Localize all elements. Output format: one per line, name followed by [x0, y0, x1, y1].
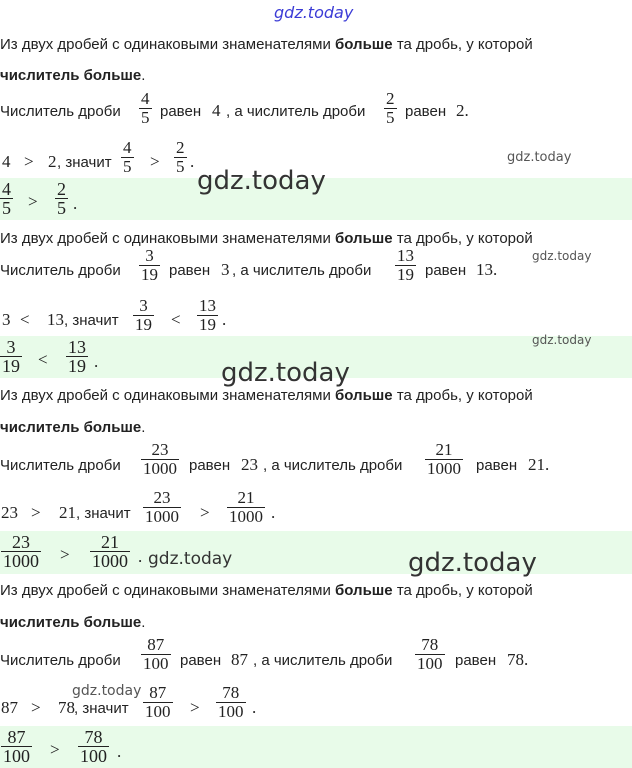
period: . [252, 698, 257, 717]
fraction [384, 90, 397, 127]
period: . [271, 503, 276, 522]
compare-word: , значит [64, 312, 119, 329]
numerator-text-b: равен [169, 262, 211, 279]
fraction-numerator: 4 [123, 138, 132, 157]
fraction-numerator: 3 [145, 246, 154, 265]
compare-a: 23 [1, 503, 18, 522]
numerator-text-d: равен [425, 262, 467, 279]
fraction-numerator: 78 [84, 727, 103, 747]
rule-text-bold-2: числитель больше [0, 67, 142, 84]
fraction-numerator: 2 [57, 179, 66, 199]
fraction-numerator: 87 [149, 683, 167, 702]
fraction [143, 684, 173, 721]
fraction-denominator: 100 [80, 746, 107, 766]
fraction-denominator: 19 [141, 265, 158, 284]
fraction-denominator: 100 [143, 654, 169, 673]
fraction-numerator: 3 [6, 337, 16, 357]
answer-fraction [90, 533, 130, 570]
value: 13. [476, 260, 498, 279]
value: 3 [221, 260, 230, 279]
value: 2. [456, 101, 469, 120]
watermark: gdz.today [148, 549, 233, 569]
period: . [117, 742, 122, 761]
rule-line-1 [0, 387, 533, 404]
period: . [190, 152, 195, 171]
watermark: gdz.today [408, 548, 537, 578]
watermark-top: gdz.today [274, 3, 354, 22]
fraction-numerator: 21 [435, 440, 453, 459]
fraction-numerator: 3 [139, 296, 148, 315]
compare-op: > [200, 503, 210, 522]
fraction-numerator: 78 [421, 635, 439, 654]
fraction [415, 636, 445, 673]
fraction [425, 441, 463, 478]
rule-text-bold: больше [335, 582, 393, 599]
period: . [73, 194, 78, 213]
rule-text-c: та дробь, у которой [396, 582, 533, 599]
numerator-text-c: , а числитель дроби [226, 103, 366, 120]
rule-text-period: . [141, 419, 146, 436]
numerator-text-b: равен [180, 652, 222, 669]
rule-text-c: та дробь, у которой [396, 230, 533, 247]
rule-line-2 [0, 614, 145, 631]
answer-fraction [0, 338, 22, 375]
numerator-text-b: равен [189, 457, 231, 474]
fraction-numerator: 13 [199, 296, 216, 315]
answer-fraction [1, 728, 32, 765]
fraction-denominator: 5 [386, 108, 395, 127]
numerator-text-a: Числитель дроби [0, 652, 121, 669]
fraction-denominator: 1000 [143, 459, 177, 478]
fraction-numerator: 13 [68, 337, 86, 357]
fraction-numerator: 23 [153, 488, 171, 507]
rule-text-period: . [141, 67, 146, 84]
fraction-numerator: 2 [386, 89, 395, 108]
rule-text-c: та дробь, у которой [396, 387, 533, 404]
fraction-denominator: 1000 [3, 551, 39, 571]
answer-op: > [50, 740, 60, 759]
rule-text-a: Из двух дробей с одинаковыми знаменателями [0, 230, 331, 247]
fraction [143, 489, 181, 526]
numerator-text-d: равен [455, 652, 497, 669]
answer-fraction [78, 728, 109, 765]
fraction [227, 489, 265, 526]
rule-text-bold-2: числитель больше [0, 614, 142, 631]
fraction-denominator: 19 [2, 356, 20, 376]
fraction-denominator: 1000 [427, 459, 461, 478]
numerator-text-c: , а числитель дроби [232, 262, 372, 279]
compare-word: , значит [57, 154, 112, 171]
watermark: gdz.today [532, 249, 592, 263]
rule-text-bold-2: числитель больше [0, 419, 142, 436]
fraction [197, 297, 218, 334]
compare-b: 78 [58, 698, 75, 717]
fraction [216, 684, 246, 721]
rule-text-period: . [141, 614, 146, 631]
rule-text-bold: больше [335, 36, 393, 53]
numerator-text-d: равен [476, 457, 518, 474]
watermark: gdz.today [532, 333, 592, 347]
compare-op: < [171, 310, 181, 329]
numerator-text-d: равен [405, 103, 447, 120]
fraction-numerator: 2 [176, 138, 185, 157]
period: . [138, 547, 143, 566]
rule-text-a: Из двух дробей с одинаковыми знаменателями [0, 36, 331, 53]
fraction [121, 139, 134, 176]
numerator-text-b: равен [160, 103, 202, 120]
compare-b: 13 [47, 310, 64, 329]
value: 78. [507, 650, 529, 669]
answer-fraction [66, 338, 88, 375]
compare-b: 21 [59, 503, 76, 522]
fraction-denominator: 1000 [92, 551, 128, 571]
fraction-denominator: 100 [3, 746, 30, 766]
compare-op: > [24, 152, 34, 171]
compare-op: > [190, 698, 200, 717]
numerator-text-a: Числитель дроби [0, 457, 121, 474]
compare-word: , значит [74, 700, 129, 717]
watermark: gdz.today [72, 683, 142, 699]
rule-text-a: Из двух дробей с одинаковыми знаменателями [0, 582, 331, 599]
rule-line-1 [0, 230, 533, 247]
rule-line-2 [0, 67, 145, 84]
fraction-numerator: 4 [2, 179, 11, 199]
fraction-denominator: 5 [2, 198, 11, 218]
answer-fraction [1, 533, 41, 570]
fraction [139, 90, 152, 127]
fraction [395, 247, 416, 284]
fraction-denominator: 100 [145, 702, 171, 721]
rule-text-c: та дробь, у которой [396, 36, 533, 53]
fraction-numerator: 21 [101, 532, 119, 552]
answer-op: < [38, 350, 48, 369]
numerator-text-c: , а числитель дроби [263, 457, 403, 474]
fraction [141, 636, 171, 673]
compare-b: 2 [48, 152, 57, 171]
fraction-numerator: 21 [237, 488, 255, 507]
fraction [133, 297, 154, 334]
fraction-denominator: 19 [68, 356, 86, 376]
fraction-denominator: 5 [176, 157, 185, 176]
value: 87 [231, 650, 248, 669]
answer-fraction [55, 180, 68, 217]
fraction-numerator: 4 [141, 89, 150, 108]
fraction [141, 441, 179, 478]
fraction-denominator: 19 [199, 315, 216, 334]
fraction-denominator: 19 [397, 265, 414, 284]
fraction-numerator: 78 [222, 683, 240, 702]
period: . [222, 310, 227, 329]
value: 23 [241, 455, 258, 474]
fraction [174, 139, 187, 176]
rule-text-bold: больше [335, 230, 393, 247]
rule-line-1 [0, 582, 533, 599]
compare-a: 3 [2, 310, 11, 329]
fraction-numerator: 13 [397, 246, 414, 265]
period: . [94, 352, 99, 371]
compare-op: < [20, 310, 30, 329]
fraction-denominator: 100 [218, 702, 244, 721]
answer-fraction [0, 180, 13, 217]
fraction-numerator: 87 [7, 727, 26, 747]
compare-op: > [31, 698, 41, 717]
compare-a: 87 [1, 698, 18, 717]
value: 21. [528, 455, 550, 474]
fraction [139, 247, 160, 284]
fraction-numerator: 23 [12, 532, 30, 552]
compare-op: > [31, 503, 41, 522]
fraction-denominator: 1000 [145, 507, 179, 526]
rule-line-1 [0, 36, 533, 53]
rule-text-bold: больше [335, 387, 393, 404]
fraction-denominator: 19 [135, 315, 152, 334]
fraction-denominator: 5 [123, 157, 132, 176]
watermark: gdz.today [221, 358, 350, 388]
fraction-denominator: 5 [141, 108, 150, 127]
compare-a: 4 [2, 152, 11, 171]
value: 4 [212, 101, 221, 120]
watermark: gdz.today [507, 150, 572, 165]
compare-op: > [150, 152, 160, 171]
rule-line-2 [0, 419, 145, 436]
numerator-text-c: , а числитель дроби [253, 652, 393, 669]
rule-text-a: Из двух дробей с одинаковыми знаменателями [0, 387, 331, 404]
fraction-numerator: 87 [147, 635, 165, 654]
numerator-text-a: Числитель дроби [0, 103, 121, 120]
fraction-denominator: 5 [57, 198, 66, 218]
fraction-numerator: 23 [151, 440, 169, 459]
watermark: gdz.today [197, 166, 326, 196]
fraction-denominator: 100 [417, 654, 443, 673]
compare-word: , значит [76, 505, 131, 522]
answer-op: > [28, 192, 38, 211]
numerator-text-a: Числитель дроби [0, 262, 121, 279]
answer-op: > [60, 545, 70, 564]
fraction-denominator: 1000 [229, 507, 263, 526]
